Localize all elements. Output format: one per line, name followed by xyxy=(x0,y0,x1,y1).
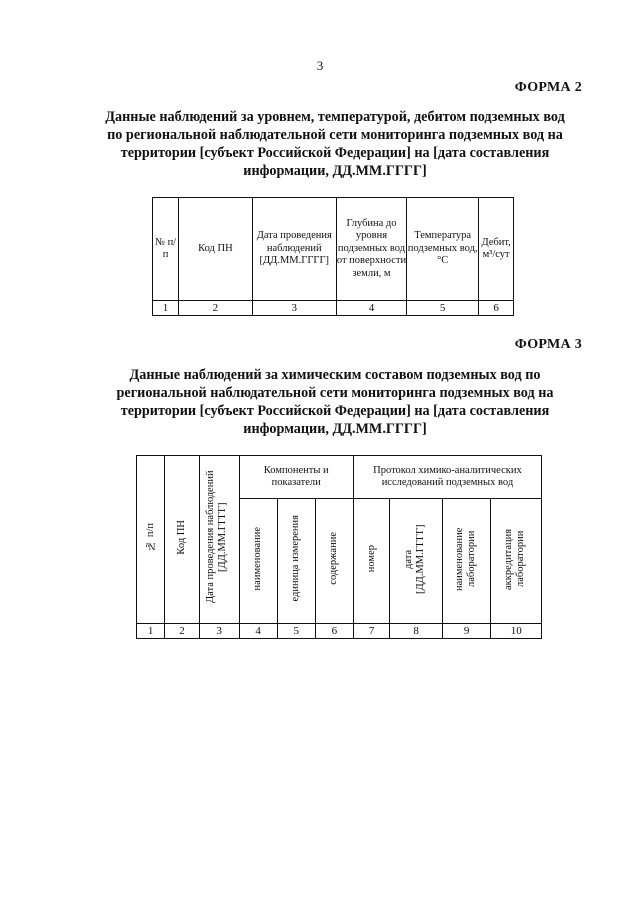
table-cell: 2 xyxy=(165,624,200,639)
form3-title-line: информации, ДД.ММ.ГГГГ] xyxy=(243,421,427,437)
form3-title-line: территории [субъект Российской Федерации] на [дата составления xyxy=(120,403,550,419)
table-cell: 10 xyxy=(491,624,542,639)
table-cell: 6 xyxy=(315,624,353,639)
form2-title-line: Данные наблюдений за уровнем, температурой, дебитом подземных вод xyxy=(105,109,565,125)
form3-table xyxy=(136,455,542,639)
header-cell: Дата проведения наблюдений [ДД.ММ.ГГГГ] xyxy=(252,198,336,301)
table-cell: 3 xyxy=(199,624,239,639)
form2-title-line: по региональной наблюдательной сети мониторинга подземных вод на xyxy=(107,127,563,143)
page-number: 3 xyxy=(316,58,324,73)
header-group-protocol: Протокол химико-аналитических исследований подземных вод xyxy=(353,456,541,499)
table-cell: 2 xyxy=(179,301,253,316)
header-cell: наименование лаборатории xyxy=(442,499,491,624)
header-cell: № п/п xyxy=(153,198,179,301)
table-cell: 5 xyxy=(277,624,315,639)
table-row xyxy=(153,301,514,316)
form2-label: ФОРМА 2 xyxy=(514,80,582,95)
form2-title xyxy=(95,108,575,180)
table-cell: 4 xyxy=(239,624,277,639)
header-cell: Дата проведения наблюдений [ДД.ММ.ГГГГ] xyxy=(199,456,239,624)
table-cell: 7 xyxy=(353,624,390,639)
header-cell: аккредитация лаборатории xyxy=(491,499,542,624)
form2-title-line: информации, ДД.ММ.ГГГГ] xyxy=(243,163,427,179)
header-cell: номер xyxy=(353,499,390,624)
header-group-components: Компоненты и показатели xyxy=(239,456,353,499)
header-cell: № п/п xyxy=(137,456,165,624)
header-cell: Код ПН xyxy=(179,198,253,301)
table-cell: 9 xyxy=(442,624,491,639)
table-cell: 6 xyxy=(479,301,514,316)
form2-table xyxy=(152,197,514,316)
table-row xyxy=(137,624,542,639)
table-header-row xyxy=(153,198,514,301)
header-cell: содержание xyxy=(315,499,353,624)
header-cell: дата [ДД.ММ.ГГГГ] xyxy=(390,499,442,624)
header-cell: Код ПН xyxy=(165,456,200,624)
table-cell: 8 xyxy=(390,624,442,639)
form3-label: ФОРМА 3 xyxy=(514,337,582,352)
header-cell: наименование xyxy=(239,499,277,624)
table-cell: 4 xyxy=(336,301,406,316)
form2-title-line: территории [субъект Российской Федерации] на [дата составления xyxy=(120,145,550,161)
header-cell: Температура подземных вод, °С xyxy=(407,198,479,301)
table-cell: 3 xyxy=(252,301,336,316)
table-cell: 1 xyxy=(137,624,165,639)
header-cell: Дебит, м³/сут xyxy=(479,198,514,301)
form3-title xyxy=(95,366,575,438)
header-cell: Глубина до уровня подземных вод от поверхности земли, м xyxy=(336,198,406,301)
table-cell: 1 xyxy=(153,301,179,316)
header-cell: единица измерения xyxy=(277,499,315,624)
form3-title-line: региональной наблюдательной сети мониторинга подземных вод на xyxy=(116,385,554,401)
table-cell: 5 xyxy=(407,301,479,316)
form3-title-line: Данные наблюдений за химическим составом подземных вод по xyxy=(129,367,541,383)
table-header-row xyxy=(137,456,542,499)
